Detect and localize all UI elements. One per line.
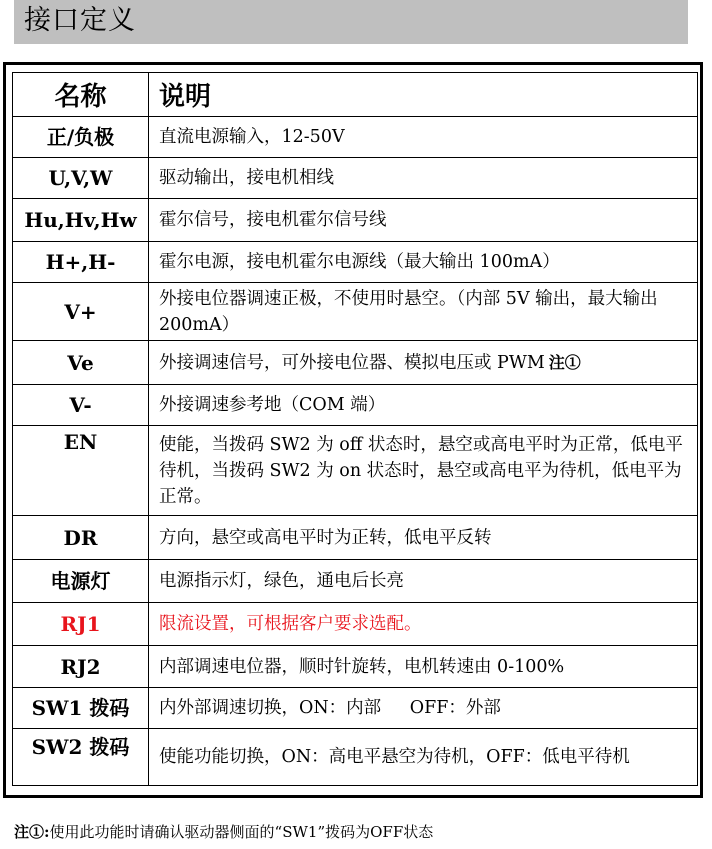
interface-table-frame — [3, 62, 703, 798]
table-row — [13, 426, 698, 516]
row-description: 外接电位器调速正极，不使用时悬空。（内部 5V 输出，最大输出 200mA） — [149, 283, 698, 341]
table-row — [13, 688, 698, 729]
row-name: Hu,Hv,Hw — [13, 199, 149, 242]
footnote-label: 注①: — [14, 823, 50, 841]
row-description: 使能功能切换，ON：高电平悬空为待机，OFF：低电平待机 — [149, 729, 698, 786]
row-description: 内外部调速切换，ON：内部 OFF：外部 — [149, 688, 698, 729]
table-row — [13, 158, 698, 199]
header-description: 说明 — [149, 73, 698, 117]
table-row — [13, 646, 698, 688]
section-title: 接口定义 — [24, 5, 136, 36]
table-row — [13, 242, 698, 283]
row-description: 限流设置，可根据客户要求选配。 — [149, 603, 698, 646]
table-row — [13, 385, 698, 426]
table-row — [13, 560, 698, 603]
row-description: 使能，当拨码 SW2 为 off 状态时，悬空或高电平时为正常，低电平待机，当拨码 SW2 为 on 状态时，悬空或高电平为待机，低电平为正常。 — [149, 426, 698, 516]
table-row — [13, 729, 698, 786]
row-name: H+,H- — [13, 242, 149, 283]
row-name: SW2 拨码 — [13, 729, 149, 786]
row-name: DR — [13, 516, 149, 560]
interface-definition-table — [12, 72, 698, 786]
table-row — [13, 341, 698, 385]
row-name: U,V,W — [13, 158, 149, 199]
row-description: 电源指示灯，绿色，通电后长亮 — [149, 560, 698, 603]
row-description-text: 外接调速信号，可外接电位器、模拟电压或 PWM — [159, 352, 545, 373]
row-name: EN — [13, 426, 149, 516]
row-name: RJ2 — [13, 646, 149, 688]
row-name: 电源灯 — [13, 560, 149, 603]
row-description: 霍尔电源，接电机霍尔电源线（最大输出 100mA） — [149, 242, 698, 283]
row-name: Ve — [13, 341, 149, 385]
table-row — [13, 603, 698, 646]
footnote-text: 使用此功能时请确认驱动器侧面的“SW1”拨码为OFF状态 — [49, 823, 434, 841]
row-description: 内部调速电位器，顺时针旋转，电机转速由 0-100% — [149, 646, 698, 688]
footnote — [14, 822, 433, 842]
table-row — [13, 283, 698, 341]
row-description: 方向，悬空或高电平时为正转，低电平反转 — [149, 516, 698, 560]
table-row — [13, 117, 698, 158]
table-row — [13, 199, 698, 242]
header-name: 名称 — [13, 73, 149, 117]
row-description: 直流电源输入，12-50V — [149, 117, 698, 158]
row-description: 驱动输出，接电机相线 — [149, 158, 698, 199]
table-header-row — [13, 73, 698, 117]
table-row — [13, 516, 698, 560]
row-description: 外接调速参考地（COM 端） — [149, 385, 698, 426]
row-description: 霍尔信号，接电机霍尔信号线 — [149, 199, 698, 242]
row-name: SW1 拨码 — [13, 688, 149, 729]
row-name: V- — [13, 385, 149, 426]
row-name: RJ1 — [13, 603, 149, 646]
row-name: V+ — [13, 283, 149, 341]
section-title-bar — [14, 0, 688, 44]
note-marker: 注① — [548, 352, 581, 372]
row-description — [149, 341, 698, 385]
row-name: 正/负极 — [13, 117, 149, 158]
